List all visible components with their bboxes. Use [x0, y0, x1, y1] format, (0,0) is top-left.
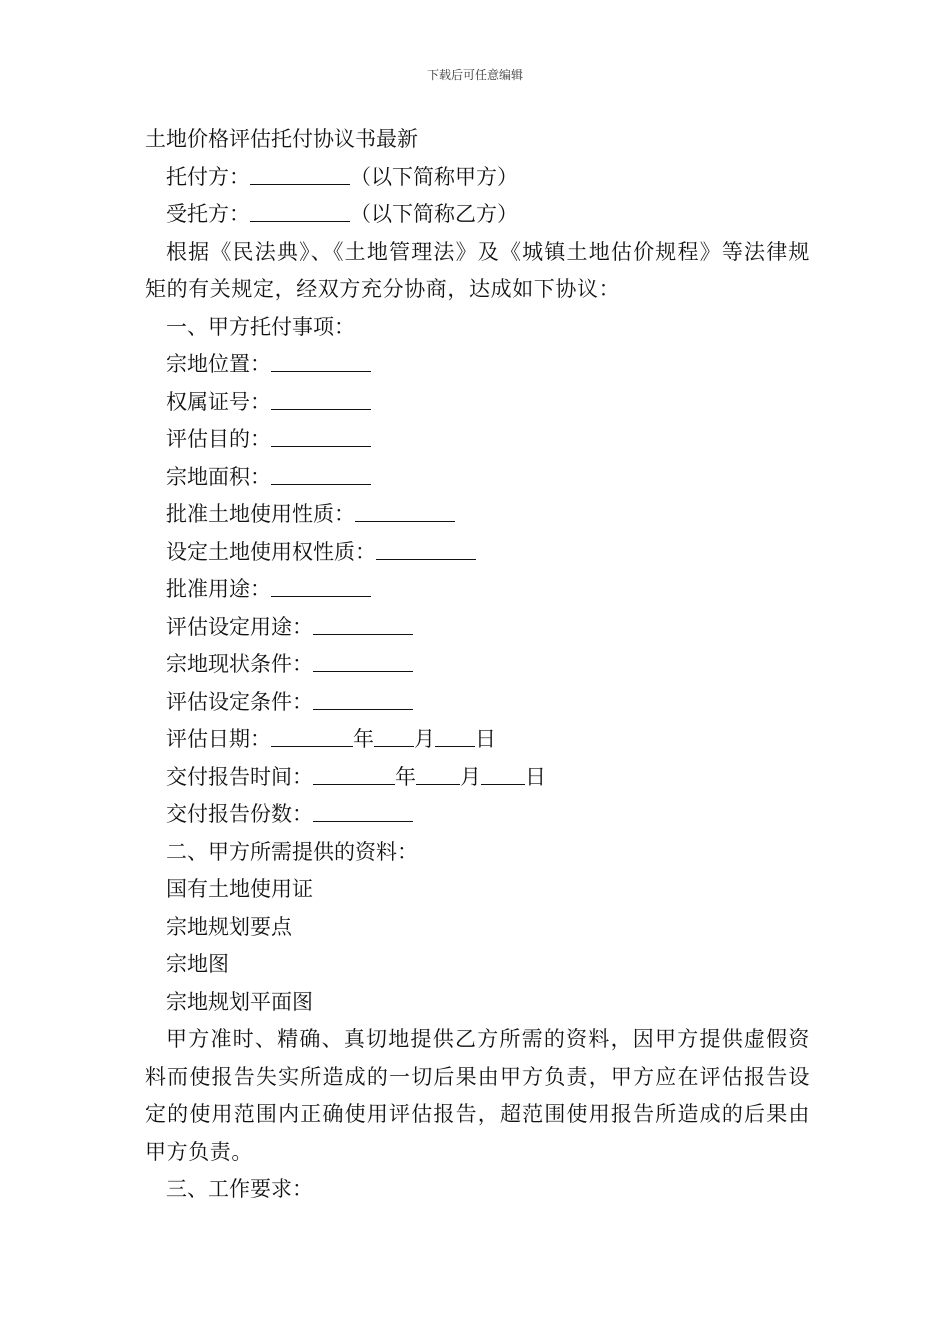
- field-label: 批准用途：: [166, 577, 271, 601]
- field-approved-use: [145, 571, 810, 609]
- field-label: 宗地位置：: [166, 352, 271, 376]
- field-ownership-cert: [145, 384, 810, 422]
- month-label: 月: [460, 764, 481, 789]
- client-suffix: （以下简称甲方）: [350, 164, 518, 189]
- field-label: 评估日期：: [166, 727, 271, 751]
- intro-paragraph: 根据《民法典》、《土地管理法》及《城镇土地估价规程》等法律规矩的有关规定，经双方充分协商，达成如下协议：: [145, 239, 810, 301]
- year-blank[interactable]: [313, 764, 395, 785]
- page-header-note: 下载后可任意编辑: [426, 68, 523, 82]
- field-label: 交付报告时间：: [166, 764, 313, 789]
- field-report-copies: [145, 796, 810, 834]
- field-land-location: [145, 346, 810, 384]
- day-label: 日: [475, 727, 496, 751]
- field-blank[interactable]: [271, 464, 371, 485]
- field-blank[interactable]: [313, 614, 413, 635]
- field-set-use: [145, 609, 810, 647]
- agent-blank[interactable]: [250, 201, 350, 222]
- client-blank[interactable]: [250, 164, 350, 185]
- agent-line: [145, 196, 810, 234]
- month-label: 月: [414, 727, 435, 751]
- field-label: 权属证号：: [166, 389, 271, 414]
- month-blank[interactable]: [416, 764, 460, 785]
- field-label: 评估目的：: [166, 427, 271, 451]
- year-blank[interactable]: [271, 726, 353, 747]
- field-blank[interactable]: [271, 576, 371, 597]
- field-blank[interactable]: [271, 351, 371, 372]
- document-title: 土地价格评估托付协议书最新: [145, 127, 418, 151]
- field-label: 批准土地使用性质：: [166, 502, 355, 526]
- field-set-condition: [145, 684, 810, 722]
- agent-suffix: （以下简称乙方）: [350, 202, 518, 226]
- field-eval-date: [145, 721, 810, 759]
- field-blank[interactable]: [271, 389, 371, 410]
- field-label: 宗地现状条件：: [166, 652, 313, 676]
- section2-title: 二、甲方所需提供的资料：: [166, 839, 418, 864]
- material-item: 宗地图: [166, 952, 229, 976]
- material-item: 宗地规划要点: [166, 914, 292, 939]
- field-label: 评估设定条件：: [166, 689, 313, 714]
- agent-label: 受托方：: [166, 202, 250, 226]
- field-current-condition: [145, 646, 810, 684]
- field-set-right-nature: [145, 534, 810, 572]
- year-label: 年: [395, 764, 416, 789]
- day-blank[interactable]: [435, 726, 475, 747]
- year-label: 年: [353, 727, 374, 751]
- liability-paragraph: 甲方准时、精确、真切地提供乙方所需的资料，因甲方提供虚假资料而使报告失实所造成的一切后果由甲方负责，甲方应在评估报告设定的使用范围内正确使用评估报告，超范围使用报告所造成的后果由甲方负责。: [145, 1027, 810, 1164]
- field-blank[interactable]: [313, 689, 413, 710]
- field-blank[interactable]: [271, 426, 371, 447]
- day-label: 日: [525, 764, 546, 789]
- field-eval-purpose: [145, 421, 810, 459]
- field-blank[interactable]: [355, 501, 455, 522]
- field-delivery-time: [145, 759, 810, 797]
- section1-title: 一、甲方托付事项：: [166, 314, 355, 339]
- field-label: 评估设定用途：: [166, 614, 313, 639]
- field-blank[interactable]: [313, 651, 413, 672]
- field-blank[interactable]: [313, 801, 413, 822]
- material-item: 国有土地使用证: [166, 877, 313, 901]
- client-label: 托付方：: [166, 164, 250, 189]
- client-line: [145, 159, 810, 197]
- field-blank[interactable]: [376, 539, 476, 560]
- field-label: 交付报告份数：: [166, 802, 313, 826]
- field-approved-nature: [145, 496, 810, 534]
- day-blank[interactable]: [481, 764, 525, 785]
- month-blank[interactable]: [374, 726, 414, 747]
- field-label: 设定土地使用权性质：: [166, 539, 376, 564]
- material-item: 宗地规划平面图: [166, 989, 313, 1014]
- document-body: [145, 121, 810, 1209]
- section3-title: 三、工作要求：: [166, 1177, 313, 1201]
- field-land-area: [145, 459, 810, 497]
- field-label: 宗地面积：: [166, 464, 271, 489]
